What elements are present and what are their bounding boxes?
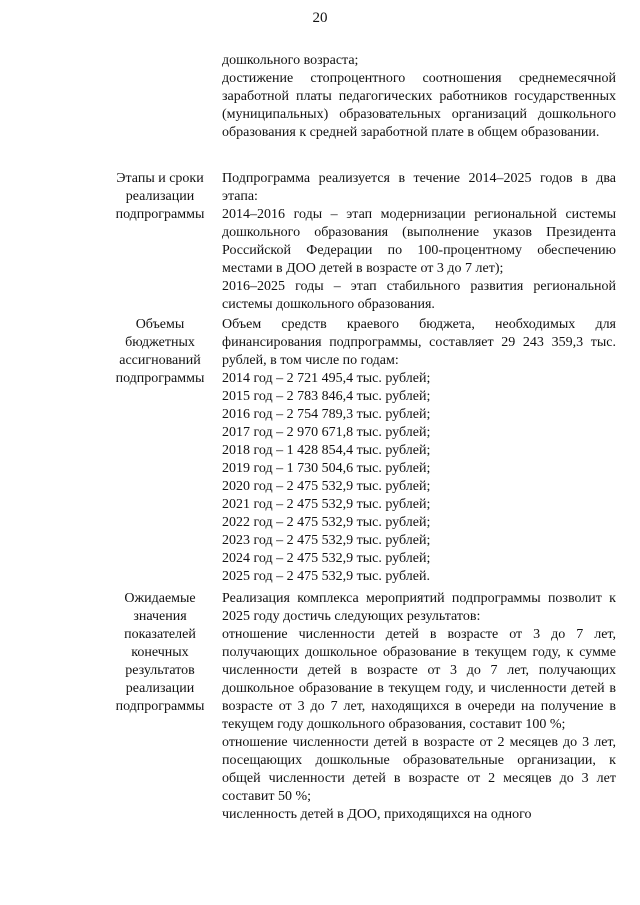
- budget-year-2018: 2018 год – 1 428 854,4 тыс. рублей;: [222, 443, 431, 458]
- budget-year-2016: 2016 год – 2 754 789,3 тыс. рублей;: [222, 407, 431, 422]
- budget-year-2017: 2017 год – 2 970 671,8 тыс. рублей;: [222, 425, 431, 440]
- budget-year-2020: 2020 год – 2 475 532,9 тыс. рублей;: [222, 479, 431, 494]
- results-paragraph-4: численность детей в ДОО, приходящихся на одного: [222, 807, 532, 822]
- budget-year-2021: 2021 год – 2 475 532,9 тыс. рублей;: [222, 497, 431, 512]
- budget-year-2025: 2025 год – 2 475 532,9 тыс. рублей.: [222, 569, 430, 584]
- results-label: Ожидаемые значения показателей конечных результатов реализации подпрограммы: [115, 591, 205, 714]
- page-number: 20: [312, 10, 328, 26]
- intro-line-2: достижение стопроцентного соотношения среднемесячной заработной платы педагогических работников государственных (муниципальных) образовательных организаций дошкольного образования к средней заработной плате в общем образовании.: [222, 71, 616, 140]
- budget-intro: Объем средств краевого бюджета, необходимых для финансирования подпрограммы, составляет 29 243 359,3 тыс. рублей, в том числе по годам:: [222, 317, 616, 368]
- budget-year-2023: 2023 год – 2 475 532,9 тыс. рублей;: [222, 533, 431, 548]
- results-paragraph-3: отношение численности детей в возрасте от 2 месяцев до 3 лет, посещающих дошкольные образовательные организации, к общей численности детей в возрасте от 2 месяцев до 3 лет составит 50 %;: [222, 735, 616, 804]
- intro-line-1: дошкольного возраста;: [222, 53, 359, 68]
- stages-label: Этапы и сроки реализации подпрограммы: [115, 171, 205, 222]
- budget-year-2022: 2022 год – 2 475 532,9 тыс. рублей;: [222, 515, 431, 530]
- stages-paragraph-2: 2014–2016 годы – этап модернизации региональной системы дошкольного образования (выполнение указов Президента Российской Федерации по 100-процентному обеспечению местами в ДОО детей в возрасте от 3 до 7 лет);: [222, 207, 616, 276]
- budget-year-2014: 2014 год – 2 721 495,4 тыс. рублей;: [222, 371, 431, 386]
- budget-year-2024: 2024 год – 2 475 532,9 тыс. рублей;: [222, 551, 431, 566]
- stages-paragraph-3: 2016–2025 годы – этап стабильного развития региональной системы дошкольного образования.: [222, 279, 616, 312]
- stages-paragraph-1: Подпрограмма реализуется в течение 2014–2025 годов в два этапа:: [222, 171, 616, 204]
- budget-label: Объемы бюджетных ассигнований подпрограммы: [115, 317, 205, 386]
- budget-year-2015: 2015 год – 2 783 846,4 тыс. рублей;: [222, 389, 431, 404]
- results-paragraph-1: Реализация комплекса мероприятий подпрограммы позволит к 2025 году достичь следующих результатов:: [222, 591, 616, 624]
- results-paragraph-2: отношение численности детей в возрасте от 3 до 7 лет, получающих дошкольное образование в текущем году, к сумме численности детей в возрасте от 3 до 7 лет, получающих дошкольное образование в текущем году, и численности детей в возрасте от 3 до 7 лет, находящихся в очереди на получение в текущем году дошкольного образования, составит 100 %;: [222, 627, 616, 732]
- budget-year-2019: 2019 год – 1 730 504,6 тыс. рублей;: [222, 461, 431, 476]
